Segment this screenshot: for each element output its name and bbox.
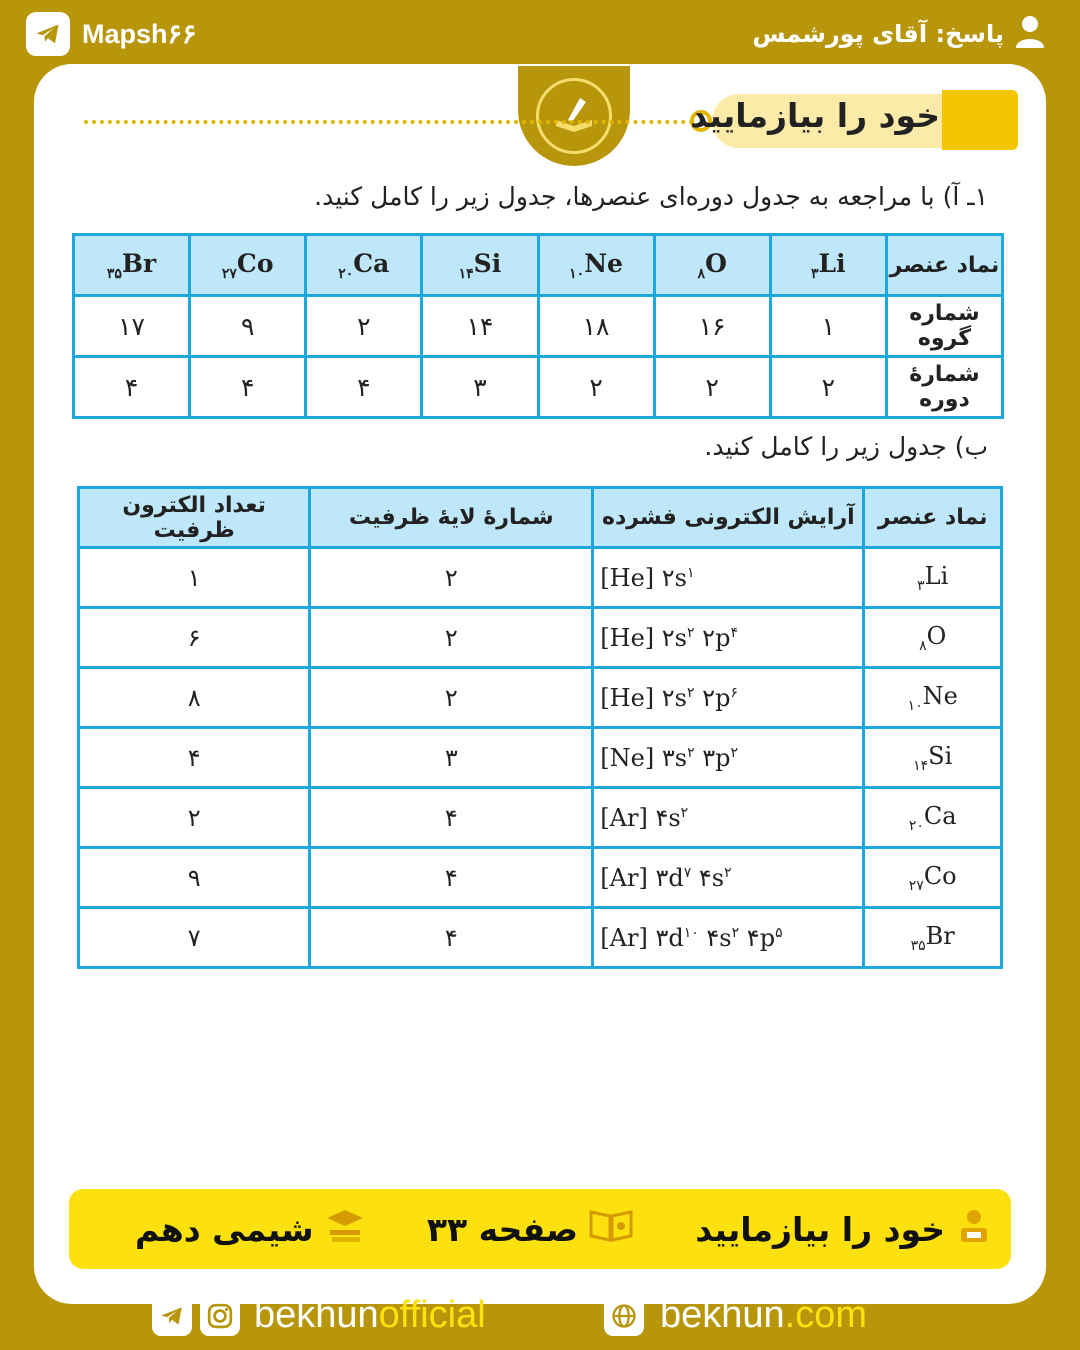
table-b bbox=[77, 486, 1003, 969]
title-tag-accent bbox=[942, 90, 1018, 150]
question-a: ۱ـ آ) با مراجعه به جدول دوره‌ای عنصرها، جدول زیر را کامل کنید. bbox=[314, 182, 988, 211]
teacher-icon bbox=[955, 1206, 993, 1252]
table-cell: ۲ bbox=[770, 357, 886, 418]
dotted-divider bbox=[84, 120, 694, 124]
section-header bbox=[84, 90, 1018, 150]
valence-cell: ۶ bbox=[79, 608, 310, 668]
config-cell: [Ar] $۳d^۷$ $۴s^۲$ bbox=[593, 848, 864, 908]
shell-cell: ۳ bbox=[310, 728, 593, 788]
element-cell: $_۸$O bbox=[654, 235, 770, 296]
table-a bbox=[72, 233, 1004, 419]
element-cell: $_{۲۰}$Ca bbox=[306, 235, 422, 296]
footer-page-text: صفحه ۳۳ bbox=[426, 1209, 579, 1249]
row-label: شمارهٔ دوره bbox=[886, 357, 1002, 418]
table-cell: ۱۶ bbox=[654, 296, 770, 357]
footer-section bbox=[695, 1206, 993, 1252]
element-cell: $_{۲۷}$Co bbox=[190, 235, 306, 296]
table-cell: ۹ bbox=[190, 296, 306, 357]
user-icon bbox=[1014, 14, 1046, 54]
table-cell: ۴ bbox=[74, 357, 190, 418]
table-cell: ۲ bbox=[538, 357, 654, 418]
config-cell: [He] $۲s^۱$ bbox=[593, 548, 864, 608]
valence-cell: ۴ bbox=[79, 728, 310, 788]
question-b: ب) جدول زیر را کامل کنید. bbox=[704, 432, 988, 461]
header-config: آرایش الکترونی فشرده bbox=[593, 488, 864, 548]
footer-section-text: خود را بیازمایید bbox=[695, 1209, 945, 1249]
table-b-body bbox=[79, 548, 1002, 968]
table-cell: ۱ bbox=[770, 296, 886, 357]
bottom-bar bbox=[0, 1290, 1080, 1350]
config-cell: [He] $۲s^۲$ $۲p^۴$ bbox=[593, 608, 864, 668]
instagram-icon bbox=[200, 1296, 240, 1336]
table-a-header-label: نماد عنصر bbox=[886, 235, 1002, 296]
config-cell: [He] $۲s^۲$ $۲p^۶$ bbox=[593, 668, 864, 728]
table-cell: ۴ bbox=[190, 357, 306, 418]
table-cell: ۳ bbox=[422, 357, 538, 418]
footer-book bbox=[135, 1206, 366, 1252]
config-cell: [Ne] $۳s^۲$ $۳p^۲$ bbox=[593, 728, 864, 788]
answer-author bbox=[752, 14, 1046, 54]
website-link[interactable] bbox=[604, 1294, 867, 1337]
table-cell: ۱۷ bbox=[74, 296, 190, 357]
shell-cell: ۴ bbox=[310, 908, 593, 968]
website-url: bekhun.com bbox=[660, 1294, 868, 1336]
footer-book-text: شیمی دهم bbox=[135, 1209, 314, 1249]
shell-cell: ۴ bbox=[310, 788, 593, 848]
table-row bbox=[74, 357, 1003, 418]
table-cell: ۲ bbox=[306, 296, 422, 357]
element-cell: $_{۱۴}$Si bbox=[864, 728, 1002, 788]
table-cell: ۴ bbox=[306, 357, 422, 418]
table-a-header-row bbox=[74, 235, 1003, 296]
element-cell: $_۳$Li bbox=[864, 548, 1002, 608]
shell-cell: ۲ bbox=[310, 608, 593, 668]
shell-cell: ۴ bbox=[310, 848, 593, 908]
table-row bbox=[79, 728, 1002, 788]
row-label: شماره گروه bbox=[886, 296, 1002, 357]
shell-cell: ۲ bbox=[310, 548, 593, 608]
header-valence: تعداد الکترون ظرفیت bbox=[79, 488, 310, 548]
config-cell: [Ar] $۴s^۲$ bbox=[593, 788, 864, 848]
footer-page bbox=[427, 1207, 634, 1251]
valence-cell: ۲ bbox=[79, 788, 310, 848]
element-cell: $_{۲۷}$Co bbox=[864, 848, 1002, 908]
shell-cell: ۲ bbox=[310, 668, 593, 728]
header-symbol: نماد عنصر bbox=[864, 488, 1002, 548]
answer-author-text: پاسخ: آقای پورشمس bbox=[752, 20, 1004, 48]
table-cell: ۱۸ bbox=[538, 296, 654, 357]
element-cell: $_{۱۴}$Si bbox=[422, 235, 538, 296]
table-cell: ۱۴ bbox=[422, 296, 538, 357]
table-row bbox=[79, 608, 1002, 668]
element-cell: $_{۳۵}$Br bbox=[74, 235, 190, 296]
element-cell: $_{۳۵}$Br bbox=[864, 908, 1002, 968]
section-title: خود را بیازمایید bbox=[690, 96, 940, 135]
table-b-header-row bbox=[79, 488, 1002, 548]
valence-cell: ۸ bbox=[79, 668, 310, 728]
valence-cell: ۱ bbox=[79, 548, 310, 608]
valence-cell: ۹ bbox=[79, 848, 310, 908]
top-bar bbox=[0, 0, 1080, 70]
telegram-icon bbox=[26, 12, 70, 56]
element-cell: $_۸$O bbox=[864, 608, 1002, 668]
graduation-cap-icon bbox=[324, 1206, 366, 1252]
channel-link[interactable] bbox=[26, 12, 197, 56]
footer-bar bbox=[69, 1189, 1011, 1269]
element-cell: $_{۲۰}$Ca bbox=[864, 788, 1002, 848]
element-cell: $_{۱۰}$Ne bbox=[864, 668, 1002, 728]
table-row bbox=[79, 548, 1002, 608]
open-book-icon bbox=[588, 1207, 634, 1251]
config-cell: [Ar] $۳d^{۱۰}$ $۴s^۲$ $۴p^۵$ bbox=[593, 908, 864, 968]
table-row bbox=[79, 788, 1002, 848]
header-shell: شمارهٔ لایهٔ ظرفیت bbox=[310, 488, 593, 548]
social-link[interactable] bbox=[152, 1294, 486, 1337]
telegram-icon bbox=[152, 1296, 192, 1336]
table-row bbox=[79, 668, 1002, 728]
globe-icon bbox=[604, 1296, 644, 1336]
channel-name: Mapsh۶۶ bbox=[82, 18, 197, 49]
table-row bbox=[79, 848, 1002, 908]
social-handle: bekhunofficial bbox=[254, 1294, 486, 1336]
table-row bbox=[74, 296, 1003, 357]
element-cell: $_۳$Li bbox=[770, 235, 886, 296]
table-cell: ۲ bbox=[654, 357, 770, 418]
valence-cell: ۷ bbox=[79, 908, 310, 968]
element-cell: $_{۱۰}$Ne bbox=[538, 235, 654, 296]
table-row bbox=[79, 908, 1002, 968]
